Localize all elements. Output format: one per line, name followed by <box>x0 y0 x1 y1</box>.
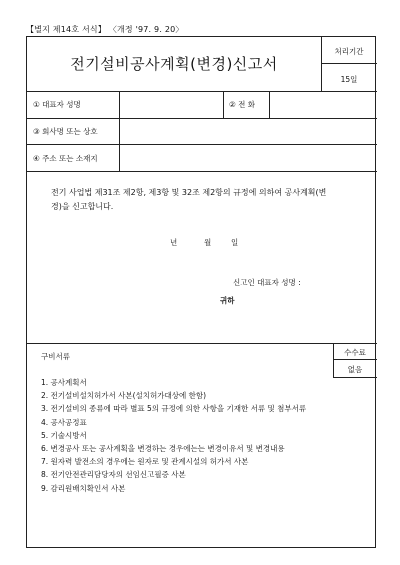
list-item: 7. 원자력 발전소의 경우에는 원자로 및 관계시설의 허가서 사본 <box>41 457 249 467</box>
list-item: 9. 감리원배치확인서 사본 <box>41 483 126 493</box>
list-item: 3. 전기설비의 종류에 따라 별표 5의 규정에 의한 사항을 기재한 서류 및 첨부서류 <box>41 404 307 414</box>
list-item: 4. 공사공정표 <box>41 417 87 427</box>
date-day-label: 일 <box>231 238 239 247</box>
company-name-label: ③ 회사명 또는 상호 <box>33 127 98 136</box>
required-documents-list <box>41 376 306 495</box>
recipient-label: 귀하 <box>220 296 235 305</box>
required-documents-heading: 구비서류 <box>41 352 70 361</box>
statement-line-1: 전기 사업법 제31조 제2항, 제3항 및 32조 제2항의 규정에 의하여 공사계획(변 <box>51 188 327 197</box>
representative-name-label: ① 대표자 성명 <box>33 100 81 109</box>
list-item: 5. 기술시방서 <box>41 430 87 440</box>
processing-period-label: 처리기간 <box>334 47 364 56</box>
form-number-note: 【별지 제14호 서식】 〈개정 '97. 9. 20〉 <box>26 25 184 34</box>
list-item: 2. 전기설비설치허가서 사본(설치허가대상에 한함) <box>41 391 207 401</box>
date-month-label: 월 <box>204 238 212 247</box>
phone-label: ② 전 화 <box>229 100 255 109</box>
report-form <box>26 36 376 548</box>
fee-label: 수수료 <box>344 348 366 357</box>
signer-label: 신고인 대표자 성명 : <box>233 278 301 287</box>
statement-line-2: 경)을 신고합니다. <box>51 202 114 211</box>
list-item: 6. 변경공사 또는 공사계획을 변경하는 경우에는는 변경이유서 및 변경내용 <box>41 444 285 454</box>
list-item: 1. 공사계획서 <box>41 378 87 387</box>
address-label: ④ 주소 또는 소재지 <box>33 154 98 163</box>
form-title: 전기설비공사계획(변경)신고서 <box>70 55 278 73</box>
processing-period-value: 15일 <box>340 75 358 84</box>
fee-value: 없음 <box>347 365 363 374</box>
list-item: 8. 전기안전관리담당자의 선임신고필증 사본 <box>41 470 186 480</box>
date-year-label: 년 <box>170 238 178 247</box>
